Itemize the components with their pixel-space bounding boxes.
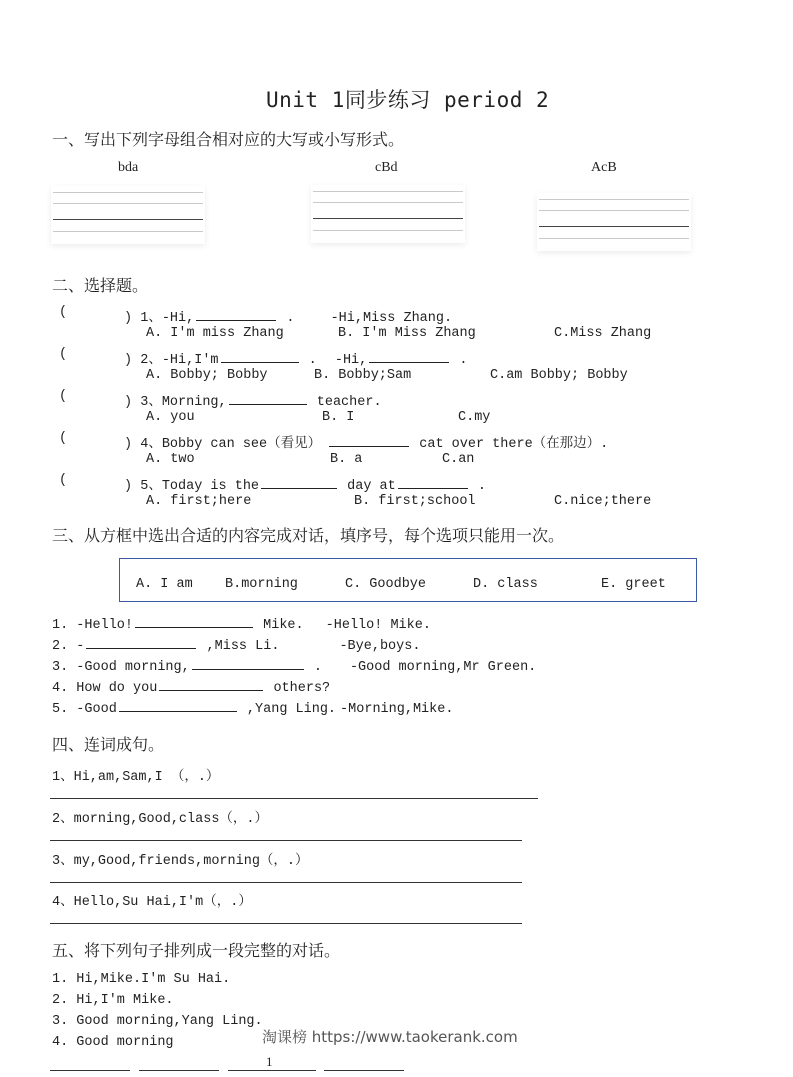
answer-blank[interactable] bbox=[119, 710, 237, 712]
reorder-item-4: 4、Hello,Su Hai,I'm（，.） bbox=[52, 895, 252, 910]
box-option-b: B.morning bbox=[225, 577, 298, 592]
answer-paren-close: ) bbox=[124, 353, 133, 368]
sentence-answer-line-1[interactable] bbox=[50, 798, 538, 799]
page-title: Unit 1同步练习 period 2 bbox=[266, 88, 550, 112]
dialogue-sentence-3: 3. Good morning,Yang Ling. bbox=[52, 1014, 263, 1029]
reorder-item-1: 1、Hi,am,Sam,I （，.） bbox=[52, 770, 220, 785]
answer-blank[interactable] bbox=[86, 647, 196, 649]
answer-blank[interactable] bbox=[369, 361, 449, 363]
box-option-d: D. class bbox=[473, 577, 538, 592]
q5-option-a[interactable]: A. first;here bbox=[146, 494, 252, 509]
answer-blank[interactable] bbox=[261, 487, 337, 489]
letter-item-1: bda bbox=[118, 160, 139, 175]
letter-item-3: AcB bbox=[591, 160, 617, 175]
answer-paren-open-3: ( bbox=[59, 389, 68, 404]
dialogue-sentence-1: 1. Hi,Mike.I'm Su Hai. bbox=[52, 972, 231, 987]
q2-option-b[interactable]: B. Bobby;Sam bbox=[314, 368, 412, 383]
answer-blank[interactable] bbox=[135, 626, 253, 628]
reorder-item-3: 3、my,Good,friends,morning（，.） bbox=[52, 854, 309, 869]
order-answer-line-3[interactable] bbox=[228, 1070, 316, 1071]
answer-paren-close: ) bbox=[124, 395, 133, 410]
q5-option-c[interactable]: C.nice;there bbox=[554, 494, 652, 509]
reorder-item-2: 2、morning,Good,class（，.） bbox=[52, 812, 269, 827]
section5-heading: 五、将下列句子排列成一段完整的对话。 bbox=[52, 941, 341, 960]
question-1: ) 1、-Hi, . -Hi,Miss Zhang. bbox=[124, 311, 453, 326]
order-answer-line-4[interactable] bbox=[324, 1070, 404, 1071]
page-number: 1 bbox=[266, 1054, 273, 1069]
watermark: 淘课榜 https://www.taokerank.com bbox=[262, 1028, 518, 1046]
q3-option-a[interactable]: A. you bbox=[146, 410, 195, 425]
letter-item-2: cBd bbox=[375, 160, 398, 175]
order-answer-line-1[interactable] bbox=[50, 1070, 130, 1071]
question-5: ) 5、Today is the day at . bbox=[124, 479, 486, 494]
answer-paren-open-1: ( bbox=[59, 305, 68, 320]
q5-option-b[interactable]: B. first;school bbox=[354, 494, 476, 509]
section3-heading: 三、从方框中选出合适的内容完成对话，填序号，每个选项只能用一次。 bbox=[52, 526, 565, 545]
q4-option-b[interactable]: B. a bbox=[330, 452, 363, 467]
writing-lines-2[interactable] bbox=[313, 191, 463, 235]
box-option-c: C. Goodbye bbox=[345, 577, 427, 592]
answer-paren-open-5: ( bbox=[59, 473, 68, 488]
q4-option-a[interactable]: A. two bbox=[146, 452, 195, 467]
writing-lines-3[interactable] bbox=[539, 199, 689, 243]
answer-blank[interactable] bbox=[221, 361, 299, 363]
sentence-answer-line-2[interactable] bbox=[50, 840, 522, 841]
sentence-answer-line-4[interactable] bbox=[50, 923, 522, 924]
answer-paren-open-4: ( bbox=[59, 431, 68, 446]
dialogue-sentence-2: 2. Hi,I'm Mike. bbox=[52, 993, 174, 1008]
q1-option-a[interactable]: A. I'm miss Zhang bbox=[146, 326, 284, 341]
answer-blank[interactable] bbox=[329, 445, 409, 447]
question-2: ) 2、-Hi,I'm . -Hi, . bbox=[124, 353, 468, 368]
answer-paren-close: ) bbox=[124, 479, 133, 494]
order-answer-line-2[interactable] bbox=[139, 1070, 219, 1071]
dialogue-line-2: 2. - ,Miss Li. -Bye,boys. bbox=[52, 639, 421, 654]
q3-option-c[interactable]: C.my bbox=[458, 410, 491, 425]
answer-blank[interactable] bbox=[398, 487, 468, 489]
dialogue-line-4: 4. How do you others? bbox=[52, 681, 331, 696]
answer-blank[interactable] bbox=[159, 689, 263, 691]
answer-blank[interactable] bbox=[192, 668, 304, 670]
answer-paren-close: ) bbox=[124, 437, 133, 452]
section2-heading: 二、选择题。 bbox=[52, 276, 149, 295]
q2-option-c[interactable]: C.am Bobby; Bobby bbox=[490, 368, 628, 383]
dialogue-line-1: 1. -Hello! Mike. -Hello! Mike. bbox=[52, 618, 431, 633]
answer-blank[interactable] bbox=[196, 319, 276, 321]
box-option-e: E. greet bbox=[601, 577, 666, 592]
q4-option-c[interactable]: C.an bbox=[442, 452, 475, 467]
section1-heading: 一、写出下列字母组合相对应的大写或小写形式。 bbox=[52, 130, 405, 149]
dialogue-line-5: 5. -Good ,Yang Ling. -Morning,Mike. bbox=[52, 702, 454, 717]
answer-paren-close: ) bbox=[124, 311, 133, 326]
question-4: ) 4、Bobby can see（看见） cat over there（在那边）. bbox=[124, 437, 609, 452]
dialogue-line-3: 3. -Good morning, . -Good morning,Mr Green. bbox=[52, 660, 537, 675]
q1-option-b[interactable]: B. I'm Miss Zhang bbox=[338, 326, 476, 341]
question-3: ) 3、Morning, teacher. bbox=[124, 395, 382, 410]
sentence-answer-line-3[interactable] bbox=[50, 882, 522, 883]
q1-option-c[interactable]: C.Miss Zhang bbox=[554, 326, 652, 341]
box-option-a: A. I am bbox=[136, 577, 193, 592]
q3-option-b[interactable]: B. I bbox=[322, 410, 355, 425]
q2-option-a[interactable]: A. Bobby; Bobby bbox=[146, 368, 268, 383]
answer-blank[interactable] bbox=[229, 403, 307, 405]
answer-paren-open-2: ( bbox=[59, 347, 68, 362]
section4-heading: 四、连词成句。 bbox=[52, 735, 165, 754]
writing-lines-1[interactable] bbox=[53, 192, 203, 236]
dialogue-sentence-4: 4. Good morning bbox=[52, 1035, 174, 1050]
